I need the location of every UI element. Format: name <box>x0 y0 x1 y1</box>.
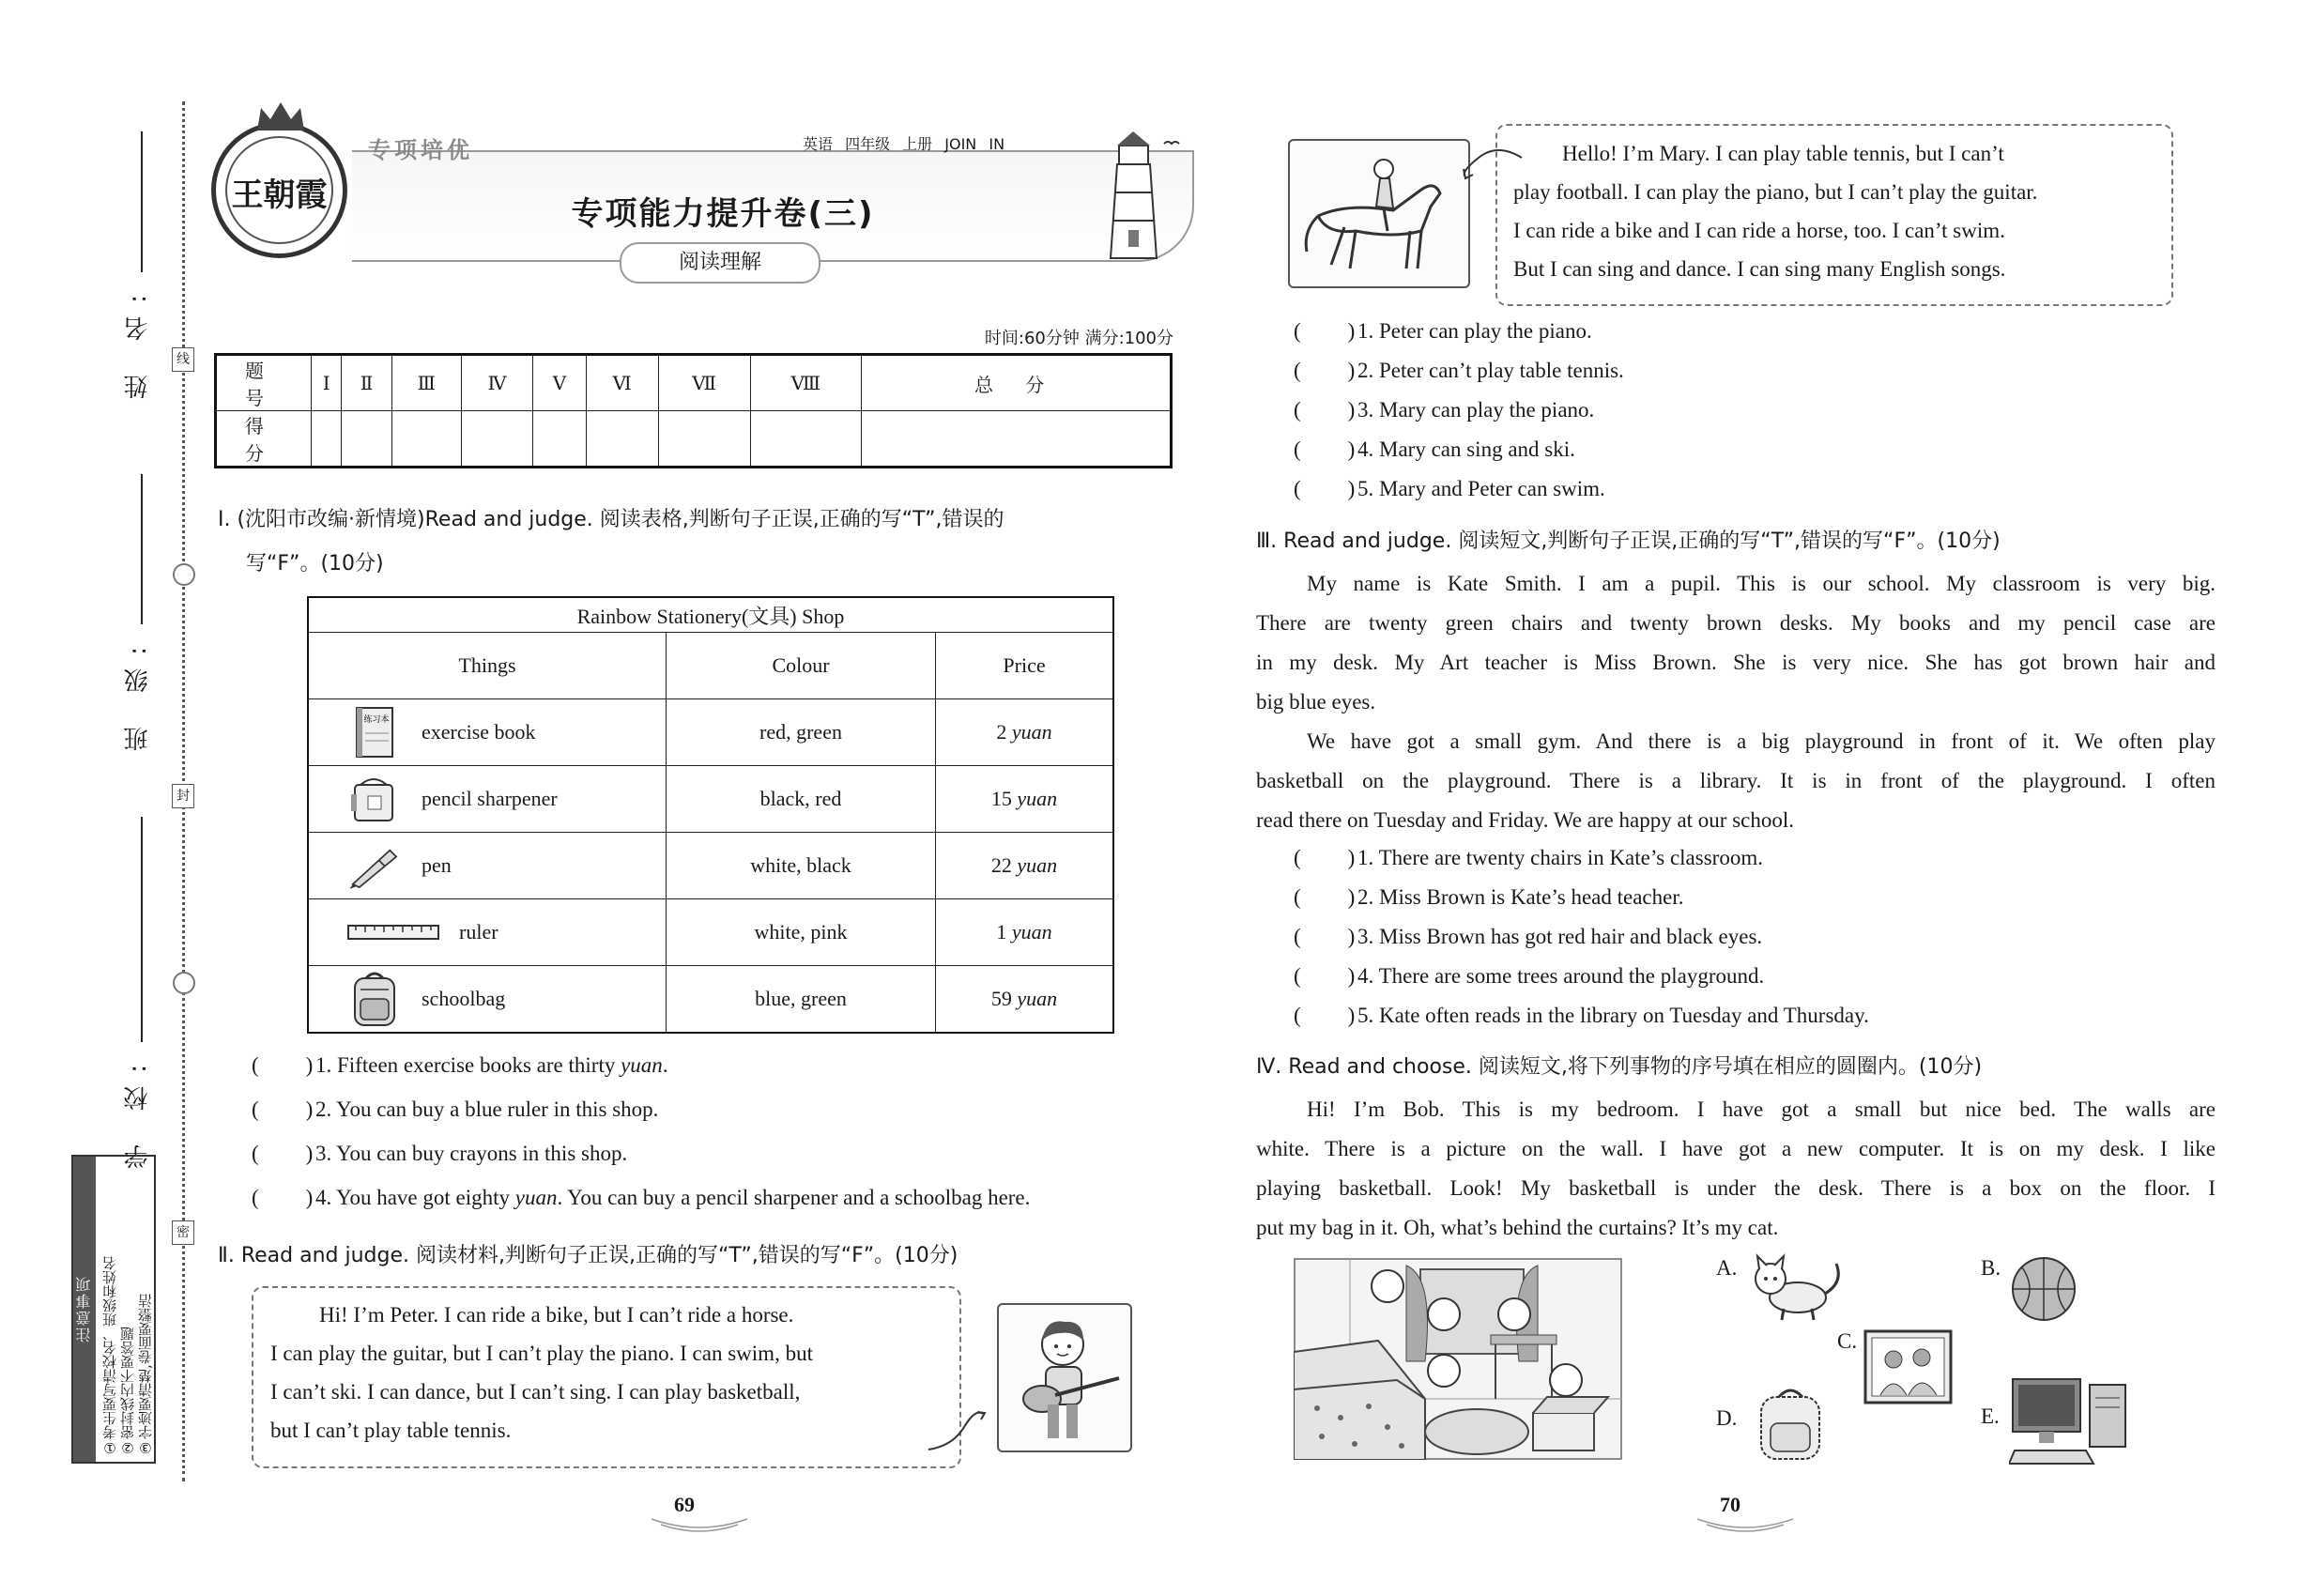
s3-question-3: ( ) 3. Miss Brown has got red hair and black eyes. <box>1294 925 1763 948</box>
thing-price <box>936 766 1114 833</box>
score-cell[interactable] <box>391 411 461 468</box>
s1-question-3 <box>252 1142 627 1166</box>
score-col: Ⅶ <box>658 355 750 411</box>
section4-heading: Ⅳ. Read and choose. 阅读短文,将下列事物的序号填在相应的圆圈内。(10分) <box>1256 1055 1983 1079</box>
kate-line: big blue eyes. <box>1256 690 1376 714</box>
price-unit: yuan <box>1017 853 1058 877</box>
question-text: 4. Mary can sing and ski. <box>1357 437 1575 461</box>
question-text: 4. You have got eighty <box>315 1186 515 1209</box>
answer-paren-close: ) <box>305 1053 314 1077</box>
score-row-label: 得 分 <box>216 411 312 468</box>
s1-question-2 <box>252 1097 658 1122</box>
thing-name: schoolbag <box>422 987 506 1010</box>
question-text: 5. Kate often reads in the library on Tuesday and Thursday. <box>1357 1004 1869 1027</box>
price-unit: yuan <box>1017 787 1058 810</box>
ruler-icon <box>346 918 440 946</box>
answer-paren-open: ( <box>252 1097 259 1121</box>
arrow-icon <box>925 1408 990 1455</box>
boy-guitar-icon <box>999 1305 1130 1450</box>
binding-tag-line: 线 <box>172 347 194 372</box>
answer-paren-close: ) <box>305 1097 314 1121</box>
mary-line: I can ride a bike and I can ride a horse, too. I can’t swim. <box>1513 219 2005 242</box>
option-b-letter: B. <box>1981 1256 2001 1280</box>
brand-name: 王朝霞 <box>231 176 328 214</box>
score-col: Ⅱ <box>342 355 391 411</box>
price-number: 1 <box>996 920 1007 944</box>
mary-text <box>1513 134 2161 288</box>
s3-question-2: ( ) 2. Miss Brown is Kate’s head teacher. <box>1294 885 1684 909</box>
page-ornament <box>1694 1513 1797 1532</box>
binding-tag-secret: 密 <box>172 1220 194 1245</box>
col-header-price: Price <box>936 633 1114 699</box>
s3-question-1: ( ) 1. There are twenty chairs in Kate’s classroom. <box>1294 846 1763 869</box>
score-col: Ⅳ <box>461 355 533 411</box>
school-blank[interactable] <box>141 817 143 1042</box>
option-c-letter: C. <box>1837 1329 1858 1353</box>
question-text-end: . <box>662 1053 668 1077</box>
kate-line: We have got a small gym. And there is a big playground in front of it. We often play <box>1307 729 2216 753</box>
bag-icon <box>1746 1380 1835 1465</box>
question-text: 1. Peter can play the piano. <box>1357 319 1592 343</box>
score-col: Ⅴ <box>533 355 586 411</box>
kate-line: There are twenty green chairs and twenty brown desks. My books and my pencil case are <box>1256 611 2216 635</box>
bob-line: Hi! I’m Bob. This is my bedroom. I have got a small but nice bed. The walls are <box>1307 1097 2216 1121</box>
notice-line: ③字迹要清楚,卷面要整洁 <box>137 1294 154 1456</box>
thing-price <box>936 966 1114 1034</box>
score-cell[interactable] <box>862 411 1172 468</box>
score-cell[interactable] <box>461 411 533 468</box>
peter-line: Hi! I’m Peter. I can ride a bike, but I can’t ride a horse. <box>319 1303 794 1327</box>
book-label: 练习本 <box>363 715 390 725</box>
question-text-end: . You can buy a pencil sharpener and a schoolbag here. <box>557 1186 1031 1209</box>
peter-line: I can’t ski. I can dance, but I can’t sing. I can play basketball, <box>270 1380 801 1404</box>
score-table <box>214 353 1173 468</box>
question-text: 3. Mary can play the piano. <box>1357 398 1595 422</box>
table-caption: Rainbow Stationery(文具) Shop <box>308 597 1113 633</box>
thing-price <box>936 833 1114 899</box>
stationery-table <box>307 596 1114 1034</box>
peter-line: I can play the guitar, but I can’t play the piano. I can swim, but <box>270 1342 813 1365</box>
col-header-colour: Colour <box>667 633 936 699</box>
schoolbag-icon <box>347 969 402 1029</box>
answer-paren-close: ) <box>305 1142 314 1165</box>
s2-question-5: ( ) 5. Mary and Peter can swim. <box>1294 477 1605 500</box>
s3-question-4: ( ) 4. There are some trees around the playground. <box>1294 964 1765 988</box>
question-text: 4. There are some trees around the playground. <box>1357 964 1765 988</box>
pencil-sharpener-icon <box>347 772 402 826</box>
picture-frame-icon <box>1863 1329 1953 1404</box>
score-cell[interactable] <box>586 411 658 468</box>
s2-question-3: ( ) 3. Mary can play the piano. <box>1294 398 1595 422</box>
answer-paren-close: ) <box>305 1186 314 1209</box>
question-text: 3. You can buy crayons in this shop. <box>315 1142 628 1165</box>
score-cell[interactable] <box>342 411 391 468</box>
school-label: 学 校: <box>124 1051 152 1170</box>
kate-text <box>1256 564 2216 840</box>
page-title: 专项能力提升卷(三) <box>571 195 875 233</box>
s2-question-1: ( ) 1. Peter can play the piano. <box>1294 319 1592 343</box>
peter-image <box>997 1303 1132 1452</box>
score-col: Ⅰ <box>312 355 342 411</box>
answer-paren-open: ( <box>252 1186 259 1209</box>
kate-line: basketball on the playground. There is a library. It is in front of the playground. I often <box>1256 769 2216 792</box>
price-number: 2 <box>996 720 1007 744</box>
answer-paren-open: ( <box>252 1053 259 1077</box>
page-number-right: 70 <box>1720 1493 1740 1516</box>
binding-tag-seal: 封 <box>172 784 194 808</box>
mary-line: play football. I can play the piano, but I can’t play the guitar. <box>1513 180 2038 204</box>
price-number: 15 <box>990 787 1012 810</box>
col-header-things: Things <box>308 633 667 699</box>
table-row <box>308 699 1113 766</box>
score-cell[interactable] <box>312 411 342 468</box>
cat-icon <box>1746 1249 1849 1324</box>
question-text: 2. Miss Brown is Kate’s head teacher. <box>1357 885 1684 909</box>
peter-text <box>270 1296 942 1450</box>
table-row <box>308 966 1113 1034</box>
section2-heading: Ⅱ. Read and judge. 阅读材料,判断句子正误,正确的写“T”,错误的写“F”。(10分) <box>218 1244 958 1267</box>
thing-name: pen <box>422 853 452 877</box>
price-number: 22 <box>990 853 1012 877</box>
question-text: 1. There are twenty chairs in Kate’s classroom. <box>1357 846 1763 869</box>
exercise-book-icon <box>351 705 398 760</box>
score-col: Ⅷ <box>750 355 862 411</box>
class-blank[interactable] <box>141 474 143 624</box>
girl-horse-icon <box>1290 141 1468 286</box>
notice-box <box>71 1155 156 1464</box>
name-blank[interactable] <box>141 131 143 272</box>
table-row <box>308 833 1113 899</box>
notice-line: ②密封线内不要答题 <box>119 1327 136 1456</box>
bob-line: put my bag in it. Oh, what’s behind the curtains? It’s my cat. <box>1256 1216 1779 1239</box>
binding-hole <box>173 972 195 994</box>
score-col: Ⅵ <box>586 355 658 411</box>
bob-line: white. There is a picture on the wall. I have got a new computer. It is on my desk. I like <box>1256 1137 2216 1160</box>
score-cell[interactable] <box>750 411 862 468</box>
price-unit: yuan <box>1017 987 1058 1010</box>
option-a-letter: A. <box>1716 1256 1738 1280</box>
option-e-letter: E. <box>1981 1404 2000 1428</box>
thing-price <box>936 699 1114 766</box>
thing-colour: red, green <box>667 699 936 766</box>
kate-line: read there on Tuesday and Friday. We are happy at our school. <box>1256 808 1795 832</box>
bedroom-picture <box>1294 1258 1622 1460</box>
question-text: 1. Fifteen exercise books are thirty <box>315 1053 621 1077</box>
bob-line: playing basketball. Look! My basketball is under the desk. There is a box on the floor. I <box>1256 1176 2216 1200</box>
table-row <box>308 766 1113 833</box>
s2-question-4: ( ) 4. Mary can sing and ski. <box>1294 437 1575 461</box>
page-ornament <box>648 1513 751 1532</box>
series-tagline: 专项培优 <box>368 137 473 163</box>
score-col: Ⅲ <box>391 355 461 411</box>
book-meta: 英语 四年级 上册 JOIN IN <box>803 135 1005 153</box>
thing-price <box>936 899 1114 966</box>
time-info: 时间:60分钟 满分:100分 <box>984 329 1173 348</box>
notice-line: ①考生要写清校名、班级和姓名 <box>101 1256 118 1456</box>
price-number: 59 <box>990 987 1012 1010</box>
thing-colour: blue, green <box>667 966 936 1034</box>
question-text: 5. Mary and Peter can swim. <box>1357 477 1605 500</box>
section1-heading-line1: Ⅰ. (沈阳市改编·新情境)Read and judge. 阅读表格,判断句子正误,正确的写“T”,错误的 <box>218 508 1004 531</box>
option-d-letter: D. <box>1716 1406 1738 1430</box>
s2-question-2: ( ) 2. Peter can’t play table tennis. <box>1294 359 1624 382</box>
score-cell[interactable] <box>658 411 750 468</box>
section1-heading-line2: 写“F”。(10分) <box>246 552 384 575</box>
section3-heading: Ⅲ. Read and judge. 阅读短文,判断句子正误,正确的写“T”,错误的写“F”。(10分) <box>1256 529 2001 553</box>
question-italic: yuan <box>621 1053 663 1077</box>
class-label: 班 级: <box>124 634 152 752</box>
question-text: 3. Miss Brown has got red hair and black eyes. <box>1357 925 1763 948</box>
peter-line: but I can’t play table tennis. <box>270 1419 512 1442</box>
thing-colour: white, black <box>667 833 936 899</box>
binding-hole <box>173 563 195 586</box>
question-italic: yuan <box>514 1186 558 1209</box>
question-text: 2. You can buy a blue ruler in this shop. <box>315 1097 659 1121</box>
name-label: 姓 名: <box>124 282 152 400</box>
question-text: 2. Peter can’t play table tennis. <box>1357 359 1624 382</box>
mary-line: Hello! I’m Mary. I can play table tennis, but I can’t <box>1562 142 2004 165</box>
score-col-total: 总 分 <box>862 355 1172 411</box>
lighthouse-icon <box>1080 127 1188 268</box>
thing-name: exercise book <box>422 720 536 744</box>
price-unit: yuan <box>1011 920 1052 944</box>
brand-logo <box>211 122 347 258</box>
score-cell[interactable] <box>533 411 586 468</box>
kate-line: My name is Kate Smith. I am a pupil. This is our school. My classroom is very big. <box>1307 572 2216 595</box>
notice-title: 注意事项 <box>73 1157 96 1462</box>
score-row-label: 题 号 <box>216 355 312 411</box>
pen-icon <box>346 838 403 893</box>
s3-question-5: ( ) 5. Kate often reads in the library on Tuesday and Thursday. <box>1294 1004 1869 1027</box>
crown-icon <box>253 99 308 134</box>
thing-name: ruler <box>459 920 498 944</box>
s1-question-4 <box>252 1186 1030 1210</box>
thing-name: pencil sharpener <box>422 787 558 810</box>
page-number-left: 69 <box>674 1493 695 1516</box>
table-row <box>308 899 1113 966</box>
basketball-icon <box>2009 1254 2079 1325</box>
bob-text <box>1256 1090 2216 1248</box>
computer-icon <box>2009 1375 2131 1469</box>
thing-colour: black, red <box>667 766 936 833</box>
price-unit: yuan <box>1011 720 1052 744</box>
s1-question-1 <box>252 1053 668 1078</box>
mary-image <box>1288 139 1470 288</box>
answer-paren-open: ( <box>252 1142 259 1165</box>
thing-colour: white, pink <box>667 899 936 966</box>
kate-line: in my desk. My Art teacher is Miss Brown. She is very nice. She has got brown hair and <box>1256 651 2216 674</box>
page-subtitle: 阅读理解 <box>620 242 820 284</box>
mary-line: But I can sing and dance. I can sing many English songs. <box>1513 257 2006 281</box>
